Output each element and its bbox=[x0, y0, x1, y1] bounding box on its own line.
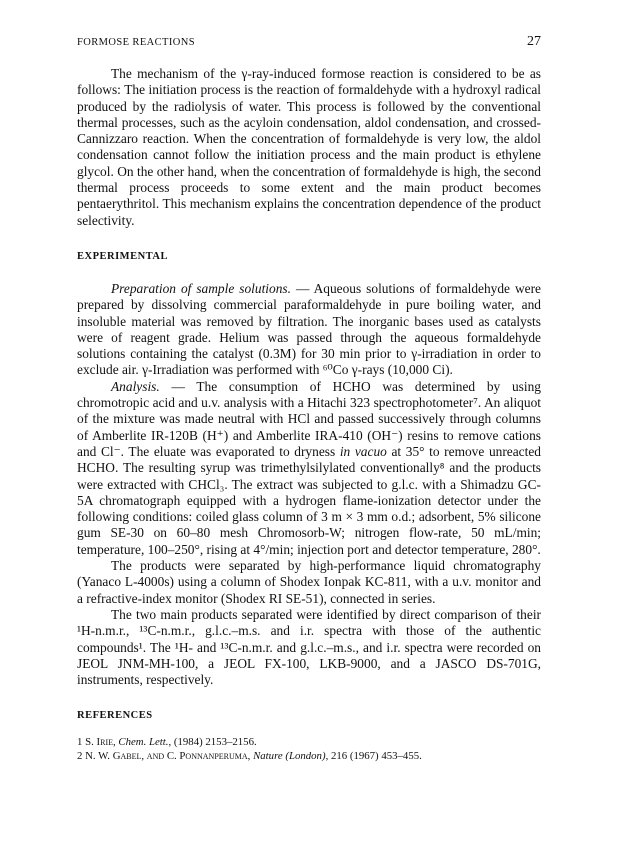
analysis-run-in-title: Analysis. bbox=[111, 378, 160, 394]
reference-item bbox=[77, 749, 541, 763]
reference-authors: Irie bbox=[96, 736, 113, 749]
reference-number: 2 bbox=[77, 750, 83, 763]
page-number: 27 bbox=[527, 34, 541, 49]
reference-number: 1 bbox=[77, 736, 83, 749]
intro-paragraph: The mechanism of the γ-ray-induced formose reaction is considered to be as follows: The initiation process is the reaction of formaldehyde with a hydroxyl radical produced by the radiolysis of water. This process is followed by the conventional thermal processes, such as the acyloin condensation, aldol condensation, and crossed-Cannizzaro reaction. When the concentration of formaldehyde is very low, the aldol condensation cannot follow the initiation process and the main product is ethylene glycol. On the other hand, when the concentration of formaldehyde is high, the second thermal process proceeds to some extent and the main product becomes pentaerythritol. This mechanism explains the concentration dependence of the product selectivity. bbox=[77, 66, 541, 228]
running-head: FORMOSE REACTIONS bbox=[77, 37, 195, 48]
reference-initials: S. bbox=[85, 736, 97, 749]
hplc-paragraph: The products were separated by high-performance liquid chromatography (Yanaco L-4000s) using a column of Shodex Ionpak KC-811, with a u.v. monitor and a refractive-index monitor (Shodex RI SE-51), connected in series. bbox=[77, 558, 541, 606]
reference-details: , (1984) 2153–2156. bbox=[168, 736, 257, 749]
reference-journal: Nature (London) bbox=[253, 750, 326, 763]
reference-item bbox=[77, 735, 541, 749]
reference-separator: , bbox=[113, 736, 119, 749]
preparation-text: — Aqueous solutions of formaldehyde were prepared by dissolving commercial paraformaldehyde in pure boiling water, and insoluble material was removed by filtration. The inorganic bases used as catalysts were of reagent grade. Helium was passed through the aqueous formaldehyde solutions containing the catalyst (0.3M) for 30 min prior to γ-irradiation in order to exclude air. γ-Irradiation was performed with ⁶⁰Co γ-rays (10,000 Ci). bbox=[77, 280, 541, 378]
identification-paragraph: The two main products separated were identified by direct comparison of their ¹H-n.m.r., ¹³C-n.m.r., g.l.c.–m.s. and i.r. spectra with those of the authentic compounds¹. The ¹H- and ¹³C-n.m.r. and g.l.c.–m.s., and i.r. spectra were recorded on JEOL JNM-MH-100, a JEOL FX-100, LKB-9000, and a JASCO DS-701G, instruments, respectively. bbox=[77, 606, 541, 688]
analysis-text-part-1: — The consumption of HCHO was determined by using chromotropic acid and u.v. analysis with a Hitachi 323 spectrophotometer⁷. An aliquot of the mixture was made neutral with HCl and passed successively through columns of Amberlite IR-120B (H⁺) and Amberlite IRA-410 (OH⁻) resins to remove cations and Cl⁻. The eluate was evaporated to dryness bbox=[77, 378, 541, 459]
reference-journal: Chem. Lett. bbox=[118, 736, 169, 749]
reference-separator: , bbox=[247, 750, 254, 763]
analysis-paragraph bbox=[77, 379, 541, 558]
experimental-section bbox=[77, 281, 541, 688]
reference-initials: N. W. bbox=[85, 750, 113, 763]
experimental-heading: EXPERIMENTAL bbox=[77, 250, 168, 262]
reference-details: , 216 (1967) 453–455. bbox=[325, 750, 422, 763]
page-header bbox=[77, 34, 541, 54]
paper-page bbox=[77, 34, 541, 763]
references-heading: REFERENCES bbox=[77, 710, 153, 722]
preparation-paragraph bbox=[77, 281, 541, 379]
reference-authors: Gabel, and C. Ponnanperuma bbox=[112, 750, 248, 763]
intro-section bbox=[77, 66, 541, 229]
references-list bbox=[77, 735, 541, 763]
preparation-run-in-title: Preparation of sample solutions. bbox=[111, 280, 291, 296]
analysis-text-part-2: at 35° to remove unreacted HCHO. The resulting syrup was trimethylsilylated conventionally⁸ and the products were extracted with CHCl₃. The extract was subjected to g.l.c. with a Shimadzu GC-5A chromatograph equipped with a hydrogen flame-ionization detector under the following conditions: coiled glass column of 3 m × 3 mm o.d.; adsorbent, 5% silicone gum SE-30 on 60–80 mesh Chromosorb-W; nitrogen flow-rate, 50 mL/min; temperature, 100–250°, rising at 4°/min; injection port and detector temperature, 280°. bbox=[77, 443, 541, 557]
analysis-italic-term: in vacuo bbox=[339, 443, 387, 459]
